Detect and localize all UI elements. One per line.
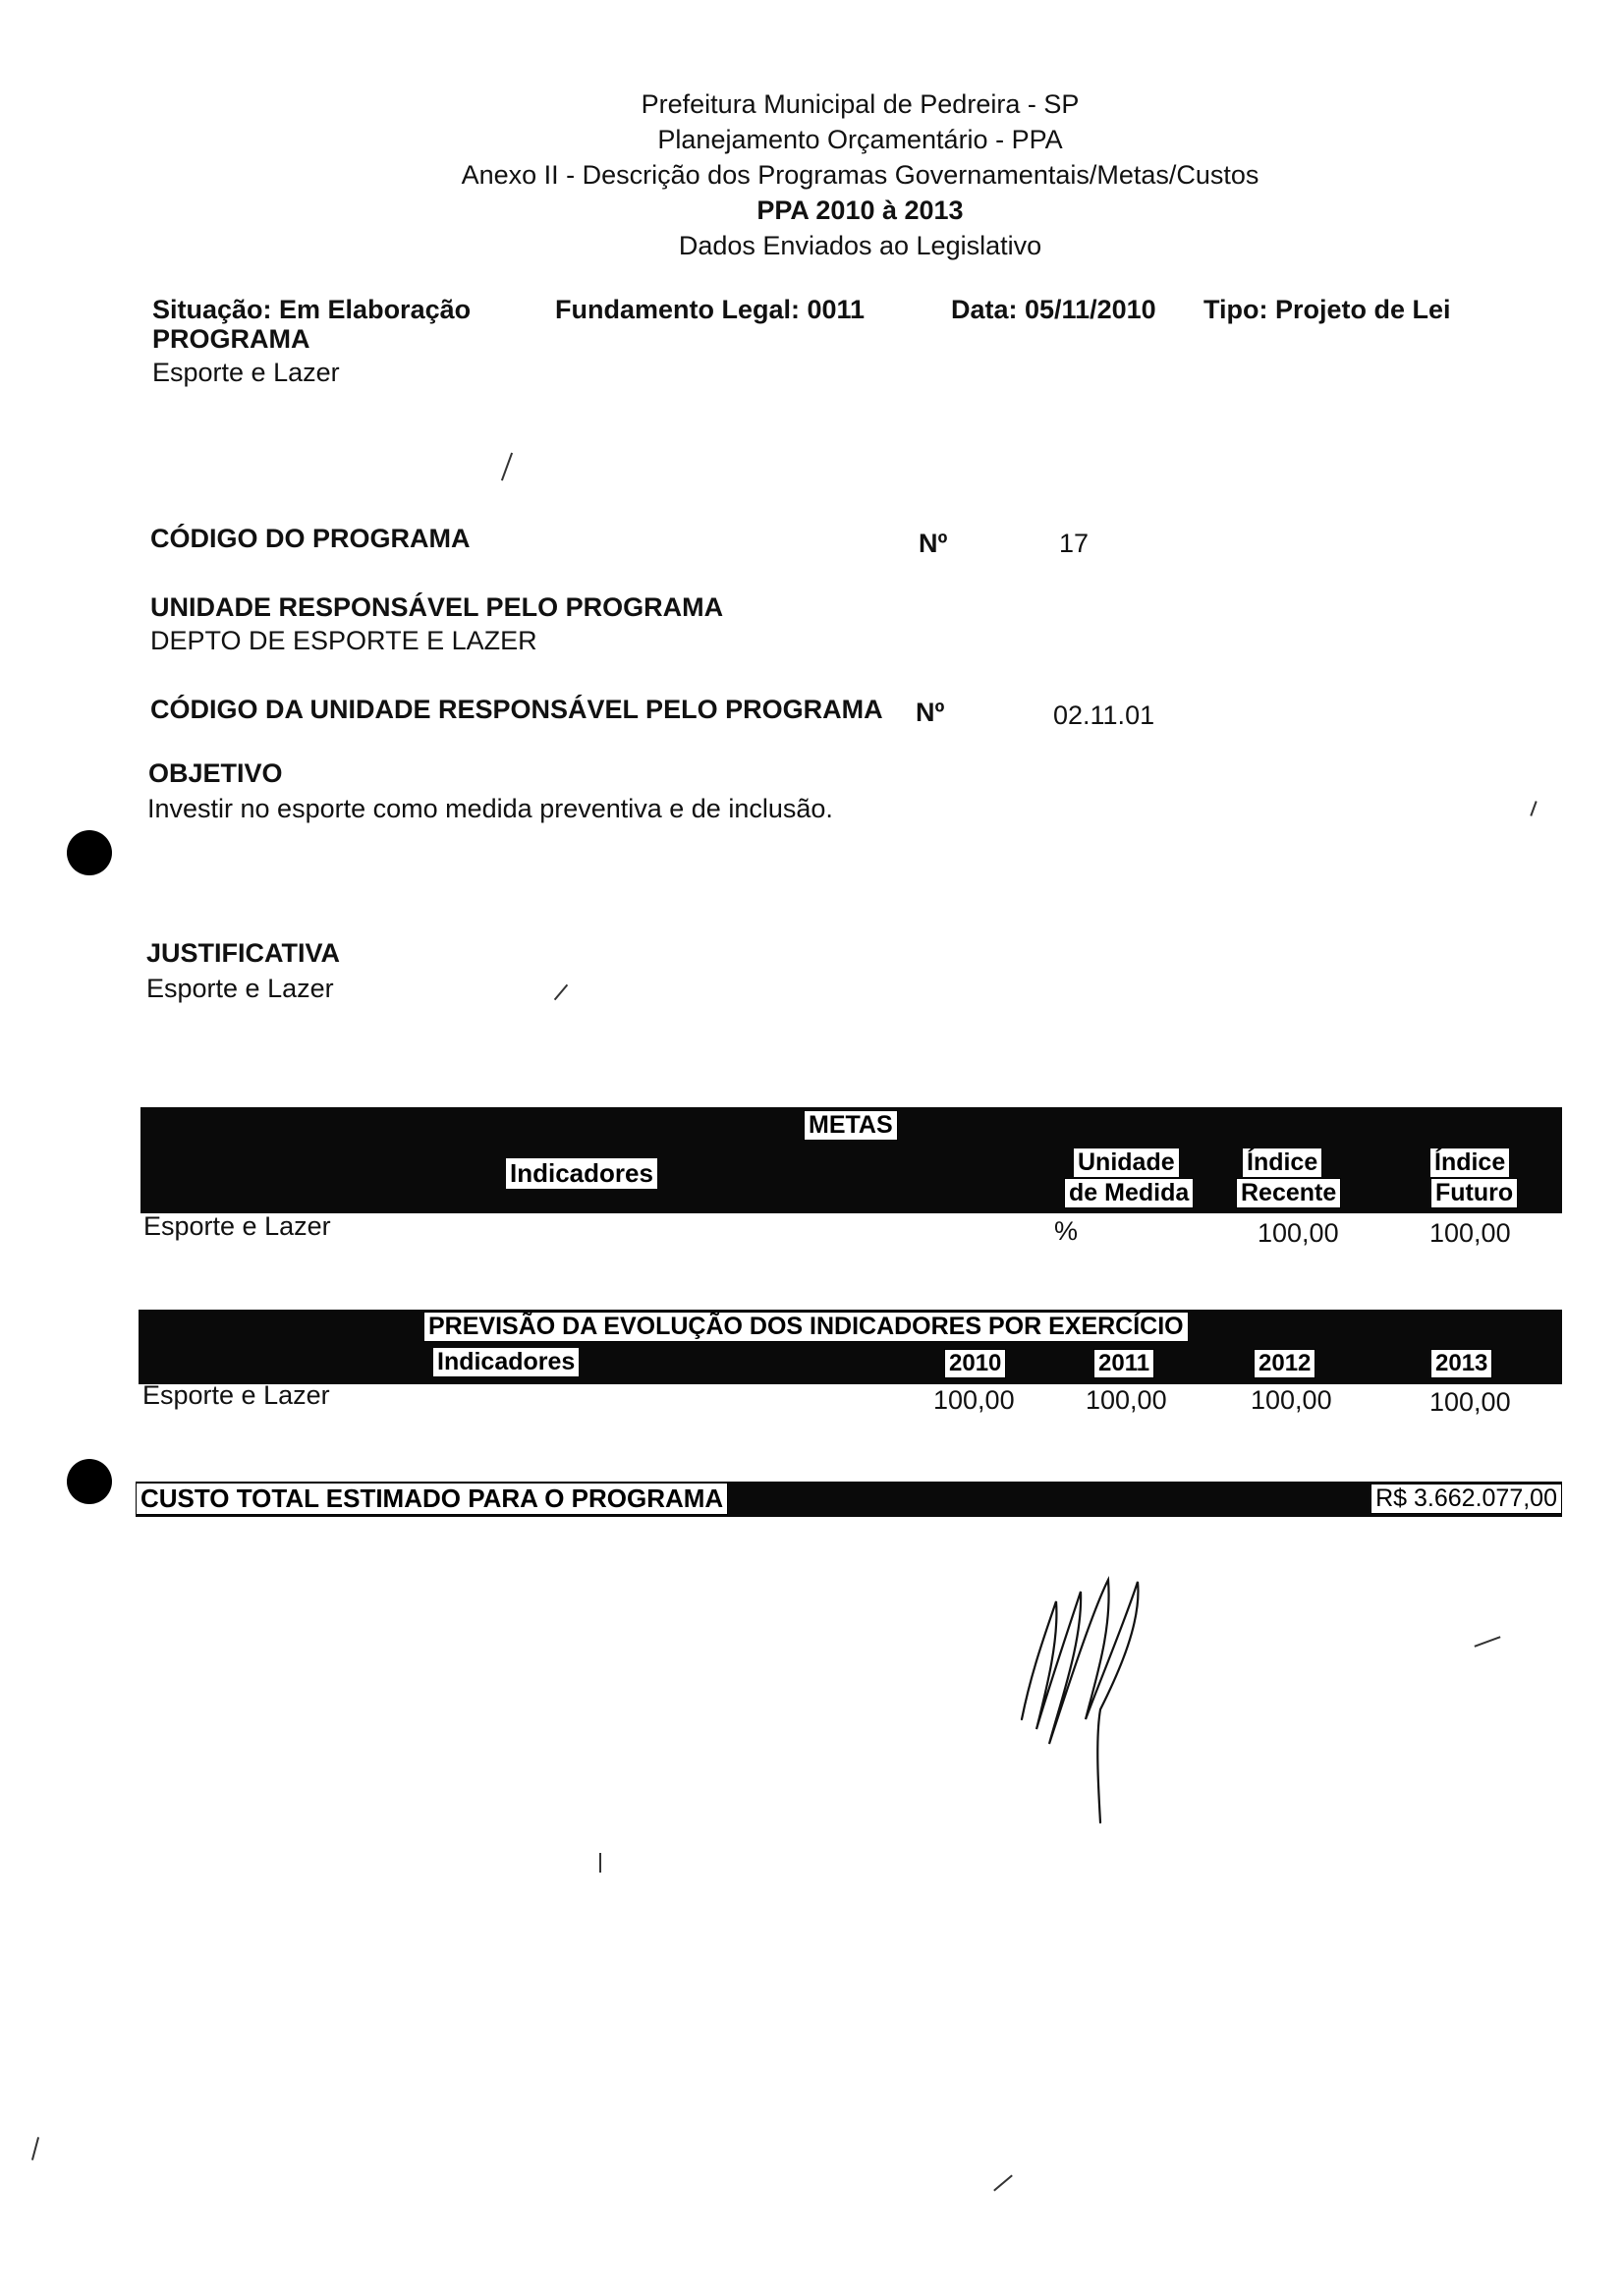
unidade-value: DEPTO DE ESPORTE E LAZER (150, 626, 537, 655)
signature (1002, 1562, 1179, 1837)
signature-stroke (1022, 1580, 1138, 1822)
previsao-row-value-2011: 100,00 (1086, 1385, 1167, 1415)
scan-speck (31, 2137, 39, 2160)
metas-col-recente-1: Índice (1243, 1148, 1321, 1177)
custo-value: R$ 3.662.077,00 (1370, 1484, 1562, 1514)
metas-col-indicadores: Indicadores (506, 1158, 657, 1189)
header-municipality: Prefeitura Municipal de Pedreira - SP (641, 89, 1080, 119)
previsao-row-value-2013: 100,00 (1429, 1387, 1511, 1417)
scan-speck (993, 2175, 1013, 2192)
programa-label: PROGRAMA (152, 324, 310, 354)
data: Data: 05/11/2010 (951, 295, 1156, 324)
previsao-row-value-2010: 100,00 (933, 1385, 1015, 1415)
objetivo-value: Investir no esporte como medida preventiva e de inclusão. (147, 794, 833, 823)
punch-hole-top (67, 830, 112, 875)
metas-row-recente: 100,00 (1258, 1218, 1339, 1248)
previsao-row-indicador: Esporte e Lazer (142, 1380, 330, 1410)
objetivo-label: OBJETIVO (148, 758, 283, 788)
previsao-header-bar (139, 1310, 1562, 1384)
scan-speck (554, 984, 568, 1001)
custo-bar (136, 1482, 1562, 1517)
justificativa-value: Esporte e Lazer (146, 974, 334, 1003)
previsao-col-indicadores: Indicadores (433, 1348, 579, 1376)
metas-title: METAS (804, 1110, 898, 1141)
metas-header-bar (140, 1107, 1562, 1213)
header-annex: Anexo II - Descrição dos Programas Governamentais/Metas/Custos (461, 160, 1259, 190)
justificativa-label: JUSTIFICATIVA (146, 938, 341, 968)
metas-row-futuro: 100,00 (1429, 1218, 1511, 1248)
fundamento-legal: Fundamento Legal: 0011 (555, 295, 866, 324)
codigo-unidade-value: 02.11.01 (1053, 700, 1155, 730)
unidade-label: UNIDADE RESPONSÁVEL PELO PROGRAMA (150, 592, 724, 622)
previsao-year-2011: 2011 (1093, 1349, 1154, 1378)
header-ppa-period: PPA 2010 à 2013 (756, 196, 964, 225)
metas-row-unidade: % (1054, 1216, 1079, 1246)
previsao-year-2012: 2012 (1254, 1349, 1315, 1378)
previsao-row-value-2012: 100,00 (1251, 1385, 1332, 1415)
codigo-programa-no-label: Nº (919, 529, 948, 558)
metas-col-unidade-1: Unidade (1074, 1148, 1179, 1177)
metas-row-indicador: Esporte e Lazer (143, 1211, 331, 1241)
programa-value: Esporte e Lazer (152, 358, 340, 387)
metas-col-recente-2: Recente (1236, 1178, 1341, 1208)
previsao-year-2013: 2013 (1430, 1349, 1492, 1378)
situacao: Situação: Em Elaboração (152, 295, 472, 324)
scan-speck (1530, 801, 1537, 816)
scan-speck (599, 1853, 601, 1873)
previsao-title: PREVISÃO DA EVOLUÇÃO DOS INDICADORES POR EXERCÍCIO (423, 1312, 1189, 1342)
scan-speck (501, 453, 513, 481)
custo-label: CUSTO TOTAL ESTIMADO PARA O PROGRAMA (136, 1483, 728, 1515)
metas-col-futuro-2: Futuro (1430, 1178, 1518, 1208)
tipo: Tipo: Projeto de Lei (1203, 295, 1451, 324)
codigo-unidade-no-label: Nº (916, 698, 945, 727)
codigo-unidade-label: CÓDIGO DA UNIDADE RESPONSÁVEL PELO PROGRAMA (150, 695, 883, 724)
scan-speck (1475, 1636, 1501, 1647)
header-status-line: Dados Enviados ao Legislativo (678, 231, 1042, 260)
header-planning: Planejamento Orçamentário - PPA (657, 125, 1063, 154)
codigo-programa-label: CÓDIGO DO PROGRAMA (150, 524, 471, 553)
punch-hole-bottom (67, 1459, 112, 1504)
metas-col-futuro-1: Índice (1430, 1148, 1509, 1177)
previsao-year-2010: 2010 (944, 1349, 1006, 1378)
metas-col-unidade-2: de Medida (1064, 1178, 1194, 1208)
codigo-programa-value: 17 (1059, 529, 1090, 558)
